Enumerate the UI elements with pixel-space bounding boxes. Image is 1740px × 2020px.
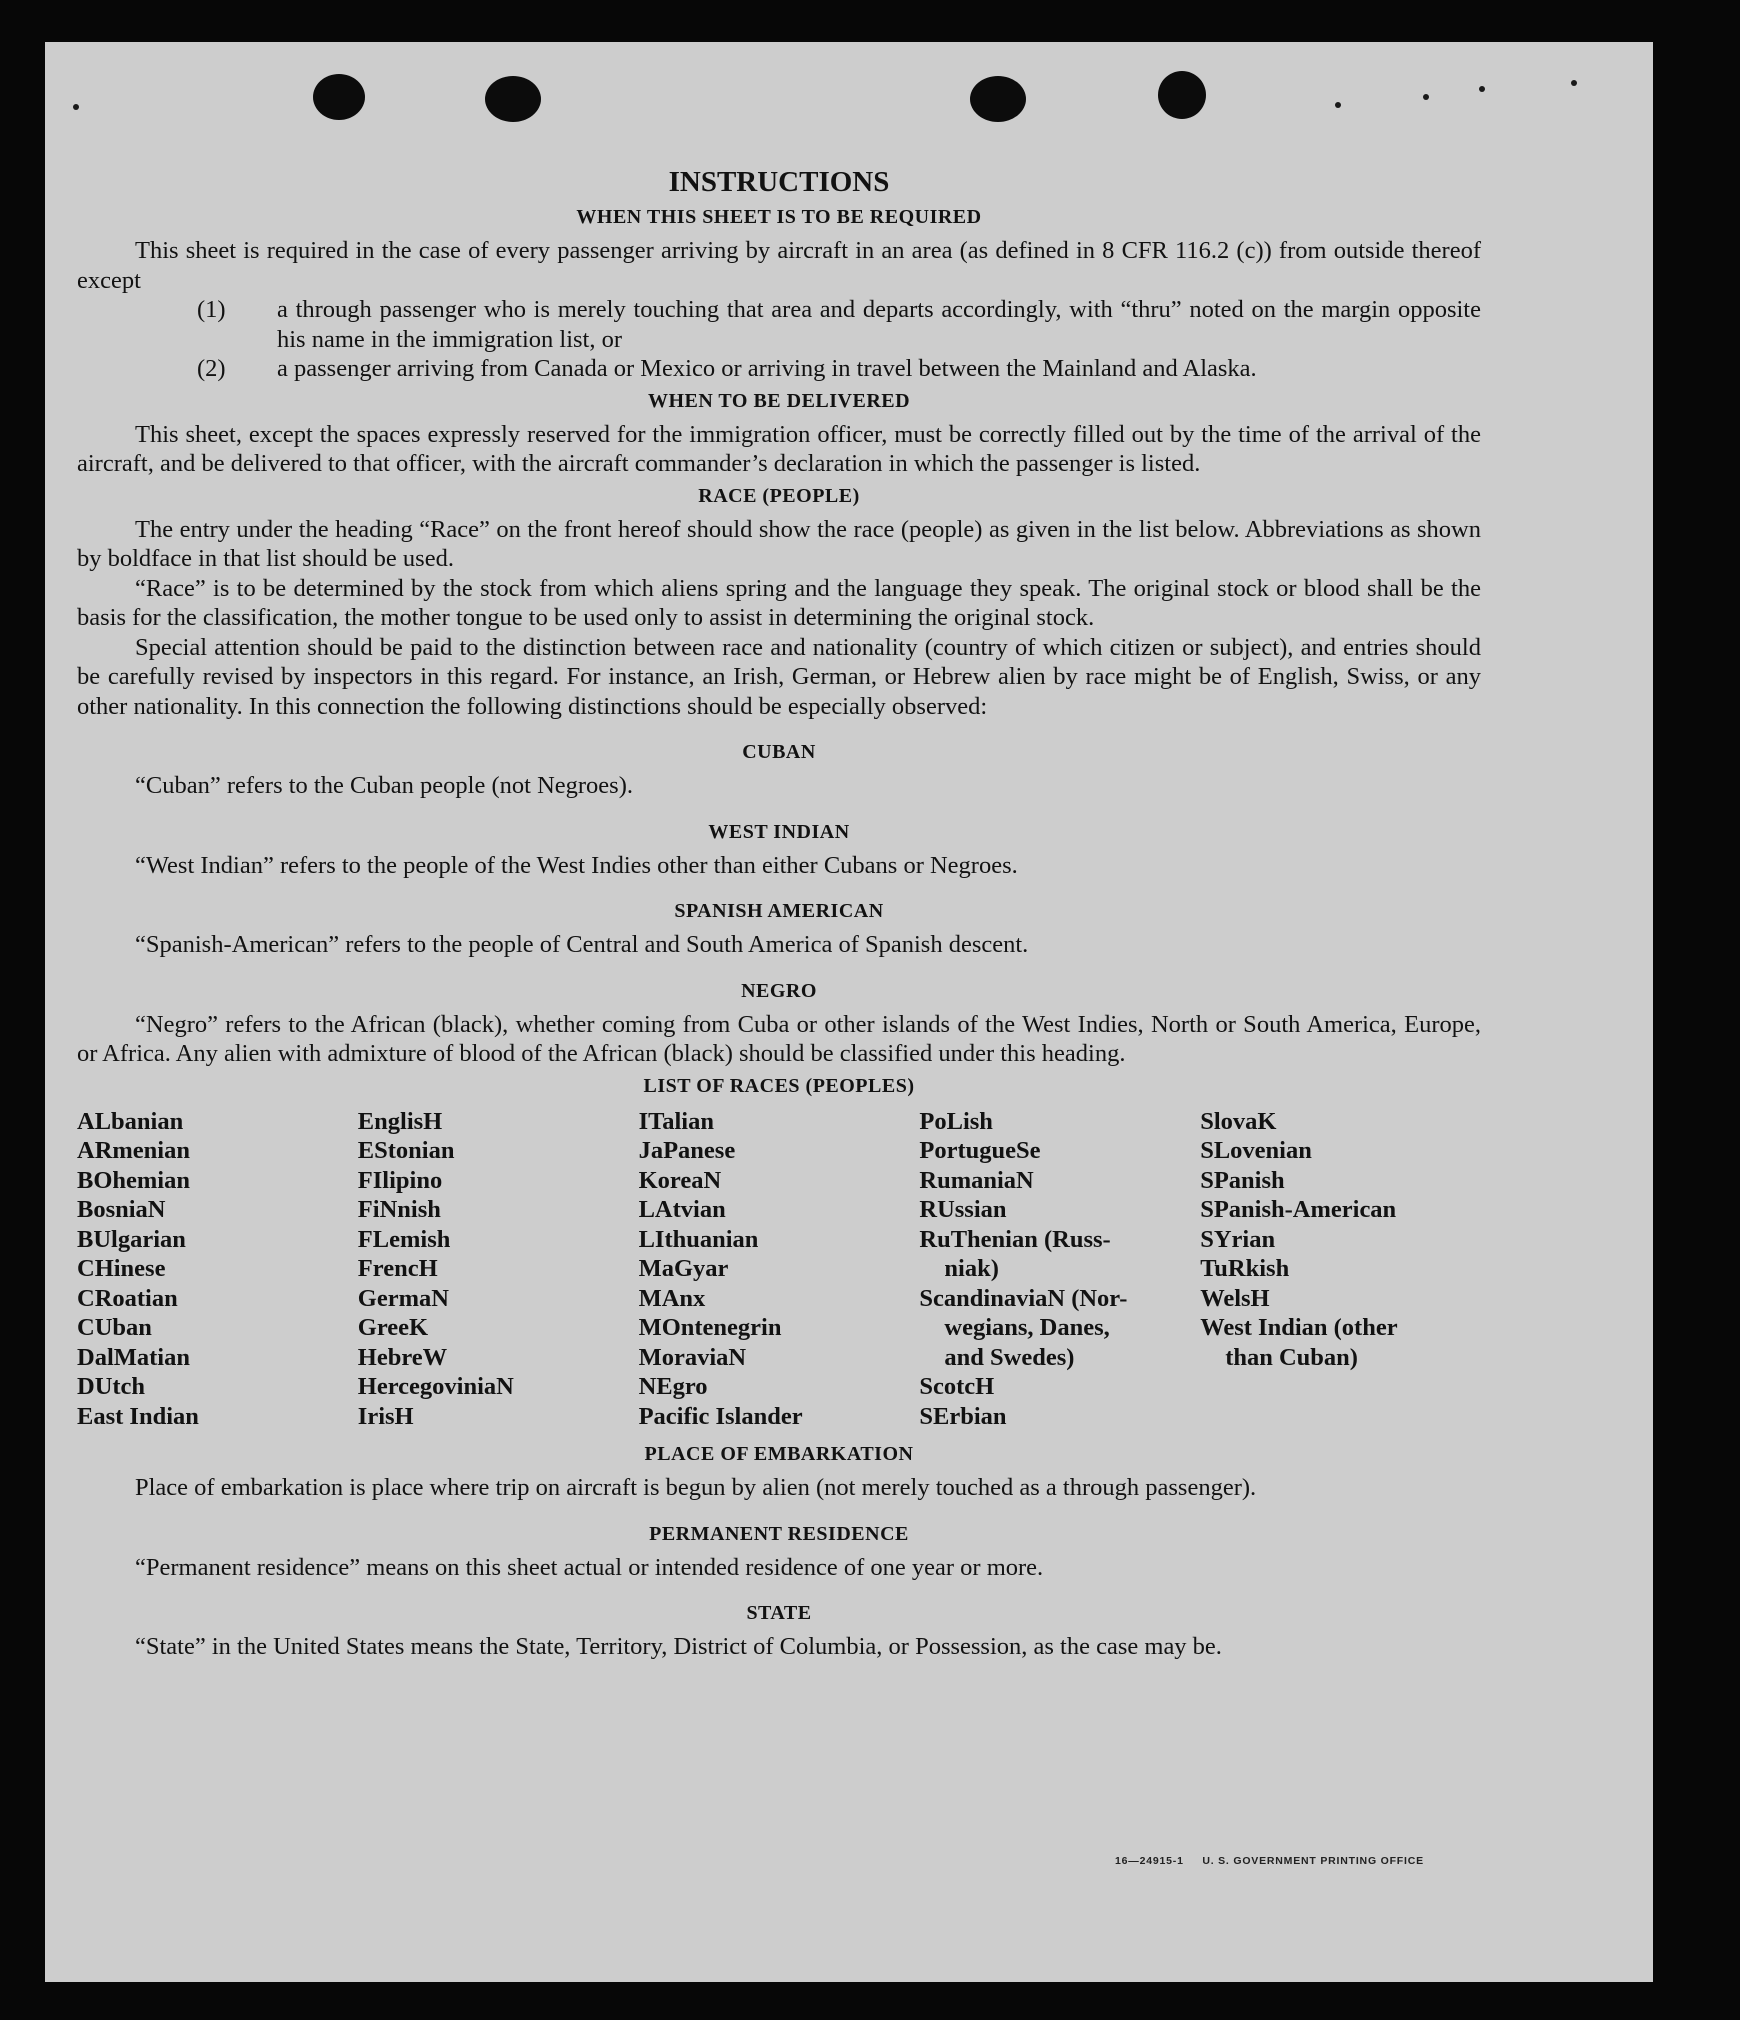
race-item: EStonian (357, 1137, 455, 1164)
paragraph: “State” in the United States means the State, Territory, District of Columbia, or Possession, as the case may be. (135, 1633, 1222, 1660)
punch-hole (970, 76, 1026, 122)
race-item: MoraviaN (638, 1343, 747, 1371)
race-item: FiNnish (357, 1196, 441, 1223)
race-item: than Cuban) (1225, 1343, 1358, 1371)
race-item: niak) (944, 1255, 999, 1282)
race-item: RuThenian (Russ- (919, 1225, 1111, 1253)
race-item: ScotcH (919, 1373, 995, 1400)
race-item: MOntenegrin (638, 1314, 782, 1341)
race-item: GermaN (357, 1284, 449, 1312)
race-item: ScandinaviaN (Nor- (919, 1284, 1128, 1312)
race-column (358, 1107, 639, 1432)
race-list (77, 1107, 1481, 1432)
section-heading: WHEN TO BE DELIVERED (647, 389, 911, 412)
page-title: INSTRUCTIONS (668, 166, 890, 198)
race-item: LIthuanian (638, 1225, 759, 1253)
race-item: DalMatian (77, 1343, 190, 1371)
list-item (77, 354, 1481, 384)
speck (1571, 80, 1577, 86)
paragraph: “Race” is to be determined by the stock from which aliens spring and the language they speak. The original stock or blood shall be the basis for the classification, the mother tongue to be used only to assist in determining the original stock. (77, 574, 1481, 631)
race-item: GreeK (357, 1314, 429, 1341)
paragraph: “Negro” refers to the African (black), whether coming from Cuba or other islands of the West Indies, North or South America, Europe, or Africa. Any alien with admixture of blood of the African (black) should be classified under this heading. (77, 1010, 1481, 1067)
race-item: NEgro (638, 1373, 708, 1400)
list-item (77, 295, 1481, 354)
punch-hole (1158, 71, 1206, 119)
race-item: RUssian (919, 1196, 1007, 1223)
race-item: HercegoviniaN (357, 1373, 514, 1400)
section-heading: CUBAN (742, 741, 816, 763)
list-item-number: (1) (197, 296, 226, 323)
race-column (919, 1107, 1200, 1432)
speck (1479, 86, 1485, 92)
list-item-number: (2) (197, 355, 226, 382)
race-item: CHinese (77, 1255, 166, 1282)
instructions-content (77, 164, 1481, 1662)
section-heading: LIST OF RACES (PEOPLES) (643, 1074, 915, 1097)
race-item: MaGyar (638, 1255, 729, 1282)
race-column (639, 1107, 920, 1432)
race-item: PortugueSe (919, 1137, 1041, 1164)
race-item: FrencH (357, 1255, 438, 1282)
section-heading: NEGRO (741, 979, 817, 1002)
paragraph: The entry under the heading “Race” on the front hereof should show the race (people) as given in the list below. Abbreviations as shown by boldface in that list should be used. (77, 515, 1481, 572)
race-item: SErbian (919, 1402, 1007, 1430)
punch-hole (485, 76, 541, 122)
race-item: SLovenian (1200, 1137, 1312, 1164)
race-item: ARmenian (77, 1137, 190, 1164)
race-item: Pacific Islander (638, 1402, 803, 1430)
form-number: 16—24915-1 (1115, 1855, 1184, 1867)
list-item-text: a passenger arriving from Canada or Mexico or arriving in travel between the Mainland and Alaska. (277, 355, 1257, 382)
speck (1335, 102, 1341, 108)
race-item: SPanish (1200, 1166, 1285, 1194)
race-item: BUlgarian (77, 1225, 186, 1253)
race-item: CUban (77, 1314, 152, 1341)
paragraph: “Cuban” refers to the Cuban people (not Negroes). (135, 772, 633, 799)
race-item: ALbanian (77, 1107, 184, 1135)
section-heading: WEST INDIAN (708, 820, 850, 843)
race-item: RumaniaN (919, 1166, 1034, 1194)
section-heading: WHEN THIS SHEET IS TO BE REQUIRED (576, 206, 982, 228)
race-item: EnglisH (357, 1107, 443, 1135)
race-item: IrisH (357, 1402, 414, 1430)
race-item: PoLish (919, 1107, 993, 1135)
race-item: TuRkish (1200, 1255, 1290, 1282)
paragraph: Special attention should be paid to the distinction between race and nationality (country of which citizen or subject), and entries should be carefully revised by inspectors in this regard. For instance, an Irish, German, or Hebrew alien by race might be of English, Swiss, or any other nationality. In this connection the following distinctions should be especially observed: (77, 633, 1481, 720)
section-heading: SPANISH AMERICAN (674, 900, 884, 922)
section-heading: PERMANENT RESIDENCE (649, 1522, 909, 1545)
speck (1423, 94, 1429, 100)
race-item: FIlipino (357, 1166, 443, 1194)
print-footer (1115, 1855, 1424, 1867)
race-item: DUtch (77, 1373, 146, 1400)
race-item: East Indian (77, 1402, 199, 1430)
race-item: BosniaN (77, 1196, 166, 1223)
paragraph: Place of embarkation is place where trip on aircraft is begun by alien (not merely touched as a through passenger). (135, 1474, 1257, 1501)
race-column (1200, 1107, 1481, 1432)
speck (73, 104, 79, 110)
section-heading: PLACE OF EMBARKATION (644, 1443, 914, 1465)
race-item: wegians, Danes, (944, 1314, 1110, 1341)
section-heading: RACE (PEOPLE) (698, 484, 860, 507)
paragraph: This sheet is required in the case of every passenger arriving by aircraft in an area (as defined in 8 CFR 116.2 (c)) from outside thereof except (77, 237, 1481, 294)
race-item: LAtvian (638, 1196, 726, 1223)
race-item: BOhemian (77, 1166, 190, 1194)
race-item: KoreaN (638, 1166, 722, 1194)
race-item: MAnx (638, 1284, 706, 1312)
race-item: SPanish-American (1200, 1196, 1397, 1223)
section-heading: STATE (746, 1602, 812, 1624)
race-item: WelsH (1200, 1284, 1270, 1312)
list-item-text: a through passenger who is merely touching that area and departs accordingly, with “thru” noted on the margin opposite his name in the immigration list, or (277, 296, 1481, 353)
race-item: ITalian (638, 1107, 714, 1135)
paragraph: “Permanent residence” means on this sheet actual or intended residence of one year or more. (135, 1553, 1044, 1581)
race-item: CRoatian (77, 1284, 178, 1312)
paragraph: “West Indian” refers to the people of the West Indies other than either Cubans or Negroes. (135, 851, 1018, 879)
paragraph: “Spanish-American” refers to the people of Central and South America of Spanish descent. (135, 931, 1029, 958)
form-sheet (45, 42, 1653, 1982)
paragraph: This sheet, except the spaces expressly reserved for the immigration officer, must be correctly filled out by the time of the arrival of the aircraft, and be delivered to that officer, with the aircraft commander’s declaration in which the passenger is listed. (77, 420, 1481, 477)
race-item: SYrian (1200, 1225, 1276, 1253)
punch-hole (313, 74, 365, 120)
race-item: HebreW (357, 1343, 448, 1371)
race-item: JaPanese (638, 1137, 736, 1164)
printer-imprint: U. S. GOVERNMENT PRINTING OFFICE (1202, 1855, 1424, 1867)
race-column (77, 1107, 358, 1432)
race-item: FLemish (357, 1225, 451, 1253)
race-item: SlovaK (1200, 1107, 1277, 1135)
race-item: West Indian (other (1200, 1314, 1398, 1341)
race-item: and Swedes) (944, 1343, 1075, 1371)
